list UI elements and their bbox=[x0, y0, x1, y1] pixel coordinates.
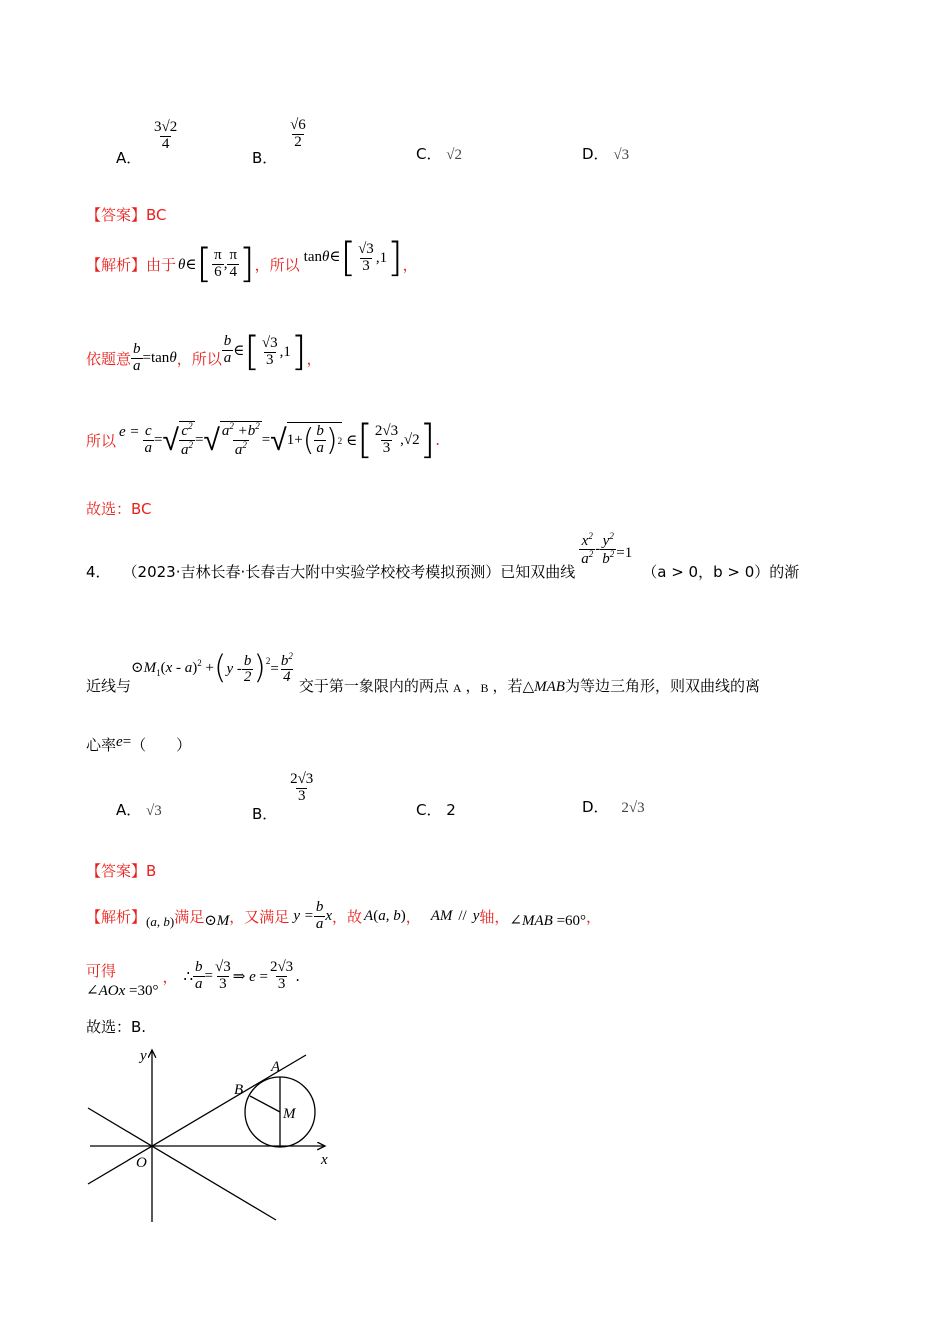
q3-option-b-label: B． bbox=[252, 148, 278, 167]
q4-option-a: A． √3 bbox=[116, 801, 162, 819]
label-a: A bbox=[271, 1059, 281, 1075]
q3-analysis-line3: 所以 e = $\frac{c}{a}$ = √ $\frac{c^2}{a^2}$ = √ $\frac{a^2 +b^2}{a^2}$ = √ 1+ ( $\frac{b}{a}$ ) 2 ∈ [ $\frac{2√3}{3}$ ,√2 ] . bbox=[86, 417, 440, 463]
q3-option-b bbox=[252, 117, 308, 167]
q3-choice: 故选：BC bbox=[86, 500, 152, 518]
q4-option-b-fraction: $\frac{2√3}{3}$ bbox=[290, 771, 314, 804]
q4-option-b: B． $\frac{2√3}{3}$ bbox=[252, 771, 314, 823]
q3-option-a bbox=[116, 119, 179, 167]
label-b: B bbox=[234, 1082, 244, 1098]
q4-option-c: C． 2 bbox=[416, 801, 456, 819]
q3-option-d: D． √3 bbox=[582, 145, 630, 163]
q3-option-c: C． √2 bbox=[416, 145, 462, 163]
q4-number: 4． bbox=[86, 563, 111, 581]
q3-option-a-label: A． bbox=[116, 148, 142, 167]
label-x: x bbox=[321, 1152, 328, 1168]
q4-condition: （a > 0，b > 0）的渐 bbox=[642, 563, 800, 581]
q4-analysis-line2: 可得 ∠AOx =30° ， ∴ $\frac{b}{a}$ = $\frac{√3}{3}$ ⇒ e = $\frac{2√3}{3}$ . bbox=[86, 958, 300, 999]
q3-analysis-line2: 依题意 $\frac{b}{a}$ =tanθ ，所以 $\frac{b}{a}$ ∈ [ $\frac{√3}{3}$ ,1 ] ， bbox=[86, 329, 322, 375]
q4-option-d: D． 2√3 bbox=[582, 798, 645, 816]
q4-source: （2023·吉林长春·长春吉大附中实验学校校考模拟预测）已知双曲线 bbox=[122, 563, 576, 581]
q4-answer: 【答案】B bbox=[86, 862, 157, 880]
theta-in: θ∈ bbox=[178, 256, 197, 273]
q3-option-c-value: √2 bbox=[446, 147, 462, 163]
q4-analysis-line1: 【解析】 (a, b) 满足 ⊙M ，又满足 y = $\frac{b}{a}$ x ，故 A(a, b) ， AM // y 轴， ∠MAB =60° ， bbox=[86, 898, 602, 932]
q3-option-d-value: √3 bbox=[613, 147, 630, 163]
label-y: y bbox=[140, 1048, 147, 1064]
hyperbola-figure bbox=[80, 1040, 350, 1230]
segment-bm bbox=[250, 1096, 280, 1112]
q3-answer: 【答案】BC bbox=[86, 206, 167, 224]
q3-option-b-fraction: $\frac{√6}{2}$ bbox=[290, 117, 306, 150]
q3-option-a-fraction: $\frac{3√2}{4}$ bbox=[154, 119, 178, 152]
label-o: O bbox=[136, 1155, 147, 1171]
q4-stem-line1: 4． （2023·吉林长春·长春吉大附中实验学校校考模拟预测）已知双曲线 $\frac{x^2}{a^2}$ - $\frac{y^2}{b^2}$ =1 （a > 0，b > 0）的渐 bbox=[86, 530, 800, 581]
q4-stem-line2: 近线与 $⊙M_1(x - a)^2$ + ( y - $\frac{b}{2}$ ) 2 = $\frac{b^2}{4}$ 交于第一象限内的两点 A ， B ，若 △MAB 为等边三角形，则双曲线的离 bbox=[86, 648, 760, 695]
label-m: M bbox=[283, 1106, 296, 1122]
q3-analysis-line1: 【解析】 由于 θ∈ [ $\frac{\pi}{6}$ , $\frac{\pi}{4}$ ] ，所以 tanθ∈ [ $\frac{√3}{3}$ ,1 ] ， bbox=[86, 235, 418, 287]
q4-choice: 故选：B. bbox=[86, 1018, 147, 1036]
q4-stem-line3: 心率 e = （ ） bbox=[86, 734, 192, 754]
